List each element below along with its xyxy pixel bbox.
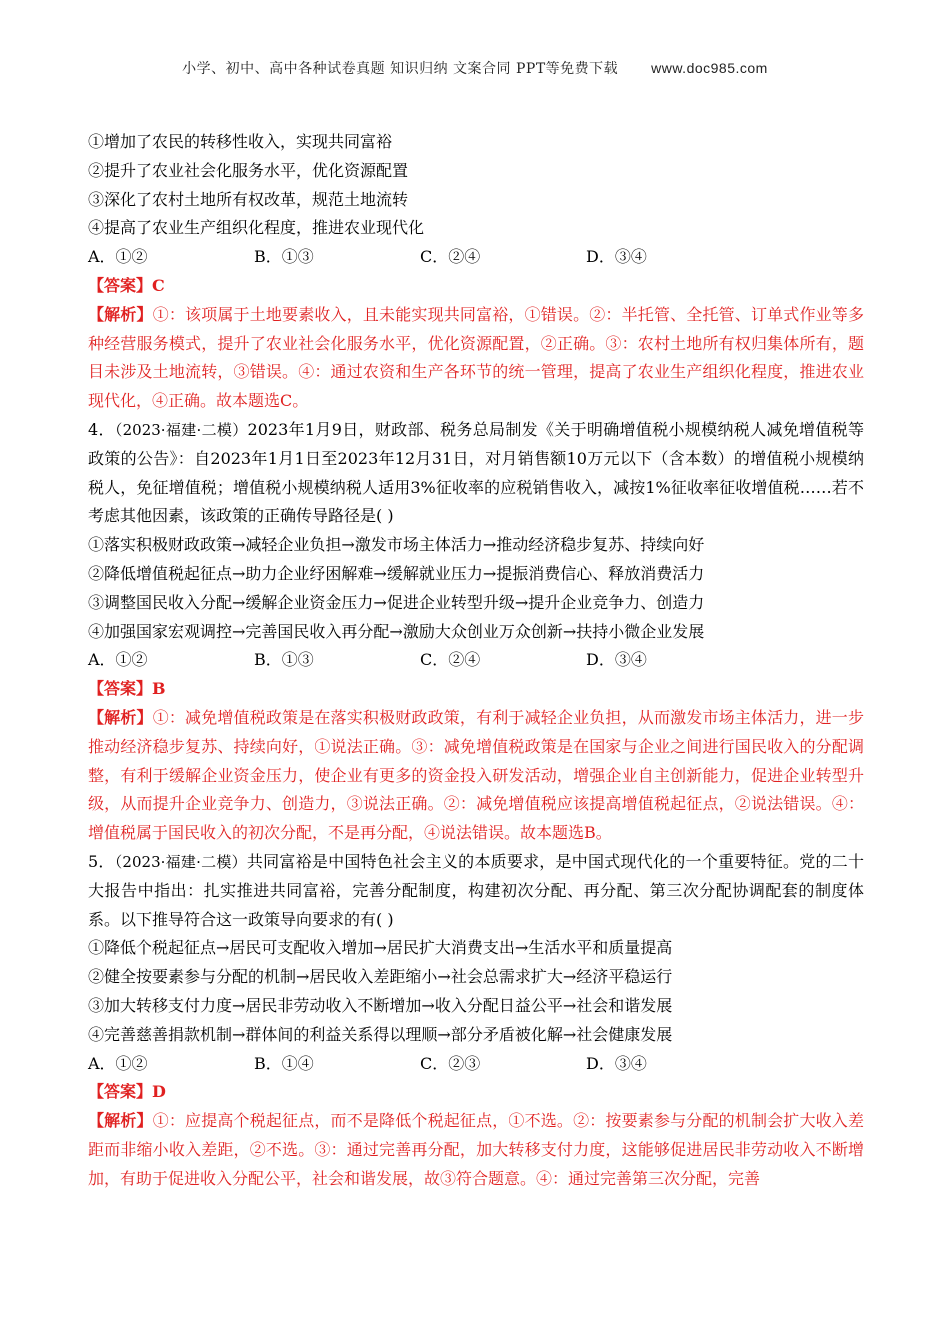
answer-choices	[88, 243, 864, 272]
option-statement: ④提高了农业生产组织化程度，推进农业现代化	[88, 218, 425, 238]
analysis-text: ①：该项属于土地要素收入，且未能实现共同富裕，①错误。②：半托管、全托管、订单式作业等多种经营服务模式，提升了农业社会化服务水平，优化资源配置，②正确。③：农村土地所有权归集体所有，题目未涉及土地流转，③错误。④：通过农资和生产各环节的统一管理，提高了农业生产组织化程度，推进农业现代化，④正确。故本题选C。	[88, 304, 864, 411]
option-statement: ③调整国民收入分配→缓解企业资金压力→促进企业转型升级→提升企业竞争力、创造力	[88, 592, 705, 612]
question-source: （2023·福建·二模）	[114, 420, 248, 439]
analysis-paragraph	[88, 301, 864, 416]
option-statement: ②健全按要素参与分配的机制→居民收入差距缩小→社会总需求扩大→经济平稳运行	[88, 967, 673, 987]
analysis-label: 【解析】	[88, 707, 153, 727]
question-text: 2023年1月9日，财政部、税务总局制发《关于明确增值税小规模纳税人减免增值税等政策的公告》：自2023年1月1日至2023年12月31日，对月销售额10万元以下（含本数）的增值税小规模纳税人，免征增值税；增值税小规模纳税人适用3%征收率的应税销售收入，减按1%征收率征收增值税……若不考虑其他因素，该政策的正确传导路径是( )	[88, 419, 864, 526]
answer-label: 【答案】	[88, 275, 153, 295]
option-statement: ④完善慈善捐款机制→群体间的利益关系得以理顺→部分矛盾被化解→社会健康发展	[88, 1024, 673, 1044]
option-statement: ③加大转移支付力度→居民非劳动收入不断增加→收入分配日益公平→社会和谐发展	[88, 995, 673, 1015]
header-url[interactable]: www.doc985.com	[651, 60, 768, 76]
answer-label: 【答案】	[88, 1082, 153, 1102]
header-text: 小学、初中、高中各种试卷真题 知识归纳 文案合同 PPT等免费下载	[182, 61, 619, 77]
choice-c: C．②④	[420, 650, 481, 670]
option-statement: ①增加了农民的转移性收入，实现共同富裕	[88, 132, 393, 151]
answer-line	[88, 272, 864, 301]
choice-a: A．①②	[88, 650, 148, 670]
question-source: （2023·福建·二模）	[114, 852, 247, 871]
choice-b: B．①③	[254, 247, 314, 267]
answer-line	[88, 1078, 864, 1107]
option-statement: ①落实积极财政政策→减轻企业负担→激发市场主体活力→推动经济稳步复苏、持续向好	[88, 535, 705, 555]
choice-a: A．①②	[88, 247, 148, 267]
choice-d: D．③④	[586, 650, 647, 670]
analysis-paragraph	[88, 704, 864, 848]
choice-d: D．③④	[586, 1053, 647, 1073]
answer-choices	[88, 646, 864, 675]
answer-value: D	[152, 1082, 166, 1102]
option-statement: ④加强国家宏观调控→完善国民收入再分配→激励大众创业万众创新→扶持小微企业发展	[88, 621, 705, 641]
question-number: 5．	[88, 851, 115, 871]
question-5	[88, 848, 864, 1194]
option-statement: ②提升了农业社会化服务水平，优化资源配置	[88, 160, 409, 180]
question-stem	[88, 416, 864, 531]
option-statement: ③深化了农村土地所有权改革，规范土地流转	[88, 189, 409, 209]
analysis-text: ①：减免增值税政策是在落实积极财政政策，有利于减轻企业负担，从而激发市场主体活力，进一步推动经济稳步复苏、持续向好，①说法正确。③：减免增值税政策是在国家与企业之间进行国民收入的分配调整，有利于缓解企业资金压力，使企业有更多的资金投入研发活动，增强企业自主创新能力，促进企业转型升级，从而提升企业竞争力、创造力，③说法正确。②：减免增值税应该提高增值税起征点，②说法错误。④：增值税属于国民收入的初次分配，不是再分配，④说法错误。故本题选B。	[88, 707, 864, 843]
question-stem	[88, 848, 864, 934]
document-body	[88, 128, 864, 1193]
analysis-label: 【解析】	[88, 304, 153, 324]
choice-c: C．②④	[420, 247, 481, 267]
choice-d: D．③④	[586, 247, 647, 267]
question-3	[88, 128, 864, 416]
question-4	[88, 416, 864, 848]
choice-a: A．①②	[88, 1053, 148, 1073]
answer-label: 【答案】	[88, 679, 153, 699]
choice-b: B．①④	[254, 1053, 314, 1073]
page-header	[0, 58, 950, 78]
answer-choices	[88, 1050, 864, 1079]
analysis-text: ①：应提高个税起征点，而不是降低个税起征点，①不选。②：按要素参与分配的机制会扩大收入差距而非缩小收入差距，②不选。③：通过完善再分配，加大转移支付力度，这能够促进居民非劳动收入不断增加，有助于促进收入分配公平，社会和谐发展，故③符合题意。④：通过完善第三次分配，完善	[88, 1111, 864, 1188]
choice-c: C．②③	[420, 1053, 481, 1073]
option-statement: ②降低增值税起征点→助力企业纾困解难→缓解就业压力→提振消费信心、释放消费活力	[88, 563, 705, 583]
question-text: 共同富裕是中国特色社会主义的本质要求，是中国式现代化的一个重要特征。党的二十大报告中指出：扎实推进共同富裕，完善分配制度，构建初次分配、再分配、第三次分配协调配套的制度体系。以下推导符合这一政策导向要求的有( )	[88, 851, 864, 929]
answer-line	[88, 675, 864, 704]
answer-value: C	[152, 275, 165, 295]
question-number: 4．	[88, 419, 115, 439]
analysis-paragraph	[88, 1107, 864, 1193]
option-statement: ①降低个税起征点→居民可支配收入增加→居民扩大消费支出→生活水平和质量提高	[88, 938, 673, 958]
analysis-label: 【解析】	[88, 1111, 153, 1131]
answer-value: B	[152, 679, 166, 699]
choice-b: B．①③	[254, 650, 314, 670]
